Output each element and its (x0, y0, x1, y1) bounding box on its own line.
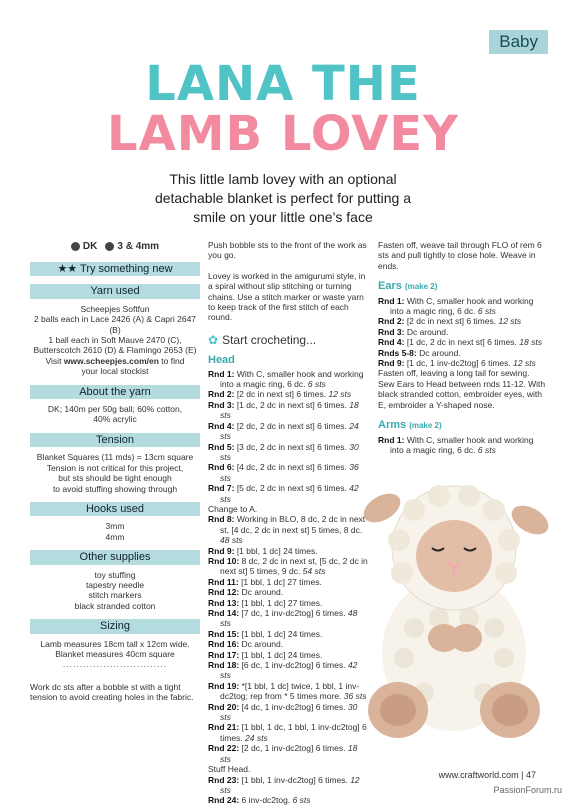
pattern-row (208, 598, 368, 608)
pattern-row (208, 577, 368, 587)
intro-paragraph-1: Push bobble sts to the front of the work as you go. (208, 240, 367, 261)
yarn-hook-row (30, 240, 200, 254)
yarn-used-heading: Yarn used (30, 284, 200, 298)
row-label: Rnd 17: (208, 649, 240, 660)
row-text: Working in BLO, 8 dc, 2 dc in next st, [4 dc, 2 dc in next st] 5 times, 8 dc. (220, 514, 366, 535)
row-stitch-count: 18 sts (519, 337, 542, 348)
row-text: Dc around. (404, 326, 449, 337)
pattern-row (208, 462, 368, 483)
row-text: Dc around. (416, 347, 461, 358)
hooks-line: 3mm (105, 521, 125, 532)
tension-heading: Tension (30, 433, 200, 447)
hooks-line: 4mm (105, 531, 125, 542)
about-yarn-line: 40% acrylic (93, 414, 137, 425)
row-text: [3 dc, 2 dc in next st] 6 times. (234, 441, 350, 452)
intro-paragraph-2: Lovey is worked in the amigurumi style, in a spiral without slip stitching or turning chains. Use a stitch marker or waste yarn to keep track of the first stitch of each round. (208, 270, 366, 323)
pattern-row (208, 442, 368, 463)
row-label: Rnd 1: (378, 295, 405, 306)
row-label: Rnd 8: (208, 514, 235, 525)
row-text: [2 dc in next st] 6 times. (404, 316, 499, 327)
row-label: Rnd 3: (208, 399, 235, 410)
work-note: Work dc sts after a bobble st with a tight tension to avoid creating holes in the fabric. (30, 681, 194, 703)
pattern-row (208, 795, 368, 805)
pattern-row (208, 504, 368, 514)
pattern-row (208, 629, 368, 639)
sizing-line: Lamb measures 18cm tall x 12cm wide. (40, 638, 190, 649)
row-label: Rnds 5-8: (378, 347, 417, 358)
row-label: Rnd 16: (208, 639, 240, 650)
yarn-ball-icon (71, 242, 80, 251)
row-label: Rnd 1: (378, 434, 405, 445)
hook-size: 3 & 4mm (105, 242, 159, 253)
row-stitch-count: 24 sts (220, 420, 359, 442)
lamb-right-arm (450, 624, 482, 652)
about-yarn-heading: About the yarn (30, 385, 200, 399)
row-text: [4 dc, 2 dc in next st] 6 times. (234, 462, 350, 473)
row-text: [1 bbl, 1 inv-dc2tog] 6 times. (239, 774, 351, 785)
tension-line: to avoid stuffing showing through (52, 483, 178, 494)
row-label: Rnd 6: (208, 462, 235, 473)
head-pattern-column (208, 240, 368, 806)
row-label: Rnd 23: (208, 774, 240, 785)
supplies-line: stitch markers (88, 590, 142, 601)
row-label: Rnd 2: (208, 389, 235, 400)
fasten-off-paragraph: Fasten off, weave tail through FLO of rem 6 sts and pull tightly to close hole. Weave in ends. (378, 240, 542, 271)
pattern-row (208, 743, 368, 764)
row-text: [1 bbl, 1 dc] 24 times. (239, 649, 323, 660)
head-heading: Head (208, 354, 235, 367)
row-label: Rnd 12: (208, 587, 240, 598)
ears-rows (378, 296, 548, 369)
row-text: With C, smaller hook and working into a magic ring, 6 dc. (220, 368, 364, 390)
ears-heading: Ears (make 2) (378, 280, 438, 293)
sizing-heading: Sizing (30, 619, 200, 633)
arms-heading: Arms (make 2) (378, 419, 442, 432)
row-text: With C, smaller hook and working into a magic ring, 6 dc. (390, 434, 534, 455)
start-crocheting-heading: ✿ Start crocheting... (208, 332, 317, 347)
supplies-line: toy stuffing (94, 569, 136, 580)
row-label: Rnd 14: (208, 608, 240, 618)
intro-text: This little lamb lovey with an optional detachable blanket is perfect for putting a smile on your little one’s face (154, 171, 412, 225)
dotted-divider: ............................... (62, 659, 168, 670)
pattern-row (208, 587, 368, 597)
row-label: Rnd 11: (208, 576, 239, 587)
row-text: Change to A. (208, 503, 258, 514)
tension-line: Tension is not critical for this project, (46, 462, 184, 473)
row-text: 6 inv-dc2tog. (239, 795, 293, 806)
row-text: [7 dc, 1 inv-dc2tog] 6 times. (239, 608, 348, 618)
row-stitch-count: 42 sts (220, 660, 358, 681)
row-label: Rnd 20: (208, 701, 240, 712)
supplies-line: black stranded cotton (74, 600, 156, 611)
row-text: Dc around. (239, 639, 284, 650)
row-label: Rnd 7: (208, 483, 235, 494)
pattern-row (208, 702, 368, 723)
yarn-weight: DK (71, 242, 97, 253)
page-footer: www.craftworld.com | 47 (438, 770, 536, 780)
difficulty-badge: ★★ Try something new (30, 262, 200, 276)
pattern-row (378, 358, 548, 368)
row-text: *[1 bbl, 1 dc] twice, 1 bbl, 1 inv-dc2tog; rep from * 5 times more. (220, 680, 360, 702)
row-stitch-count: 12 sts (220, 774, 360, 795)
title-line-1: LANA THE (145, 56, 421, 112)
pattern-row (208, 722, 368, 743)
row-text: [1 bbl, 1 dc, 1 bbl, 1 inv-dc2tog] 6 times. (220, 722, 367, 743)
supplies-line: tapestry needle (85, 579, 145, 590)
row-text: [4 dc, 1 inv-dc2tog] 6 times. (239, 701, 348, 712)
pattern-row (208, 608, 368, 629)
head-rows (208, 369, 368, 806)
yarn-used-line: Butterscotch 2610 (D) & Flamingo 2653 (E) (33, 345, 197, 356)
pattern-row (208, 483, 368, 504)
row-stitch-count: 54 sts (302, 566, 326, 577)
row-text: With C, smaller hook and working into a magic ring, 6 dc. (390, 295, 534, 317)
row-label: Rnd 21: (208, 722, 240, 733)
about-yarn-line: DK; 140m per 50g ball; 60% cotton, (47, 404, 183, 415)
row-text: [1 bbl, 1 dc] 24 times. (239, 628, 323, 639)
row-label: Rnd 10: (208, 555, 240, 566)
row-stitch-count: 30 sts (220, 701, 358, 723)
row-label: Rnd 24: (208, 795, 240, 806)
pattern-row (378, 348, 548, 358)
row-text: Stuff Head. (208, 764, 251, 775)
row-stitch-count: 48 sts (220, 608, 358, 629)
row-label: Rnd 9: (378, 358, 405, 369)
lamb-face (416, 520, 492, 592)
row-text: [5 dc, 2 dc in next st] 6 times. (234, 483, 350, 494)
pattern-row (378, 327, 548, 337)
row-label: Rnd 1: (208, 368, 235, 379)
row-stitch-count: 18 sts (220, 743, 358, 764)
yarn-used-line: Scheepjes Softfun (80, 303, 150, 314)
pattern-row (378, 337, 548, 347)
yarn-used-line: 1 ball each in Soft Mauve 2470 (C), (48, 335, 182, 346)
yarn-used-line: 2 balls each in Lace 2426 (A) & Capri 2647 (B) (33, 314, 197, 335)
row-stitch-count: 12 sts (498, 316, 522, 327)
row-text: [6 dc, 1 inv-dc2tog] 6 times. (239, 660, 348, 671)
row-text: [2 dc in next st] 6 times. (234, 389, 329, 400)
pattern-row (208, 775, 368, 796)
row-label: Rnd 9: (208, 545, 235, 556)
row-stitch-count: 12 sts (328, 389, 352, 400)
row-text: [2 dc, 2 dc in next st] 6 times. (234, 420, 350, 431)
row-label: Rnd 19: (208, 680, 240, 691)
pattern-row (378, 296, 548, 317)
row-text: [1 bbl, 1 dc] 27 times. (239, 597, 323, 608)
pattern-row (208, 556, 368, 577)
pattern-row (208, 650, 368, 660)
tension-line: but sts should be tight enough (58, 473, 172, 484)
row-stitch-count: 42 sts (220, 483, 359, 504)
ears-after-paragraph: Fasten off, leaving a long tail for sewing. Sew Ears to Head between rnds 11-12. With black stranded cotton, embroider eyes, with E, embroider a Y-shaped nose. (378, 368, 546, 410)
row-text: 8 dc, 2 dc in next st, [5 dc, 2 dc in next st] 5 times, 9 dc. (220, 555, 368, 577)
row-text: [2 dc, 1 inv-dc2tog] 6 times. (239, 743, 348, 754)
tension-line: Blanket Squares (11 mds) = 13cm square (36, 452, 194, 463)
row-stitch-count: 48 sts (220, 535, 243, 546)
pattern-row (208, 514, 368, 545)
title-line-2: LAMB LOVEY (107, 106, 459, 162)
yarn-visit-line: Visit www.scheepjes.com/en to find (45, 355, 185, 366)
row-text: Dc around. (239, 587, 284, 598)
pattern-row (208, 400, 368, 421)
row-label: Rnd 13: (208, 597, 240, 608)
row-stitch-count: 12 sts (513, 358, 536, 369)
row-stitch-count: 36 sts (220, 462, 359, 483)
flower-icon: ✿ (208, 332, 219, 347)
pattern-row (378, 435, 548, 456)
pattern-row (208, 369, 368, 390)
row-stitch-count: 6 sts (307, 379, 326, 390)
row-label: Rnd 4: (378, 337, 405, 348)
row-text: [1 dc, 1 inv-dc2tog] 6 times. (404, 358, 514, 369)
materials-column (30, 240, 200, 703)
pattern-row (208, 764, 368, 774)
pattern-row (208, 389, 368, 399)
row-label: Rnd 5: (208, 441, 235, 452)
watermark: PassionForum.ru (493, 785, 562, 795)
stockist-link[interactable]: www.scheepjes.com/en (63, 355, 159, 366)
row-stitch-count: 30 sts (220, 441, 359, 462)
sizing-line: Blanket measures 40cm square (55, 648, 175, 659)
pattern-row (208, 681, 368, 702)
row-label: Rnd 18: (208, 660, 240, 671)
hooks-heading: Hooks used (30, 502, 200, 516)
section-tag: Baby (489, 30, 548, 54)
arms-rows (378, 435, 548, 456)
pattern-row (208, 546, 368, 556)
row-label: Rnd 4: (208, 420, 235, 431)
row-text: [1 dc, 2 dc in next st] 6 times. (404, 337, 520, 348)
row-label: Rnd 3: (378, 326, 405, 337)
row-stitch-count: 6 sts (477, 306, 496, 317)
row-label: Rnd 15: (208, 628, 240, 639)
yarn-visit-line-2: your local stockist (81, 366, 149, 377)
pattern-row (378, 316, 548, 326)
ears-arms-column (378, 240, 548, 455)
row-stitch-count: 24 sts (245, 732, 268, 743)
row-stitch-count: 6 sts (292, 795, 311, 806)
row-stitch-count: 18 sts (220, 399, 359, 421)
lamb-photo (354, 478, 554, 746)
pattern-row (208, 639, 368, 649)
row-text: [1 dc, 2 dc in next st] 6 times. (234, 399, 350, 410)
pattern-row (208, 660, 368, 681)
supplies-heading: Other supplies (30, 550, 200, 564)
row-stitch-count: 6 sts (477, 444, 496, 455)
hook-icon (105, 242, 114, 251)
row-text: [1 bbl, 1 dc] 27 times. (238, 576, 322, 587)
pattern-row (208, 421, 368, 442)
row-stitch-count: 36 sts (343, 691, 367, 702)
row-text: [1 bbl, 1 dc] 24 times. (234, 545, 318, 556)
row-label: Rnd 22: (208, 743, 240, 754)
row-label: Rnd 2: (378, 316, 405, 327)
